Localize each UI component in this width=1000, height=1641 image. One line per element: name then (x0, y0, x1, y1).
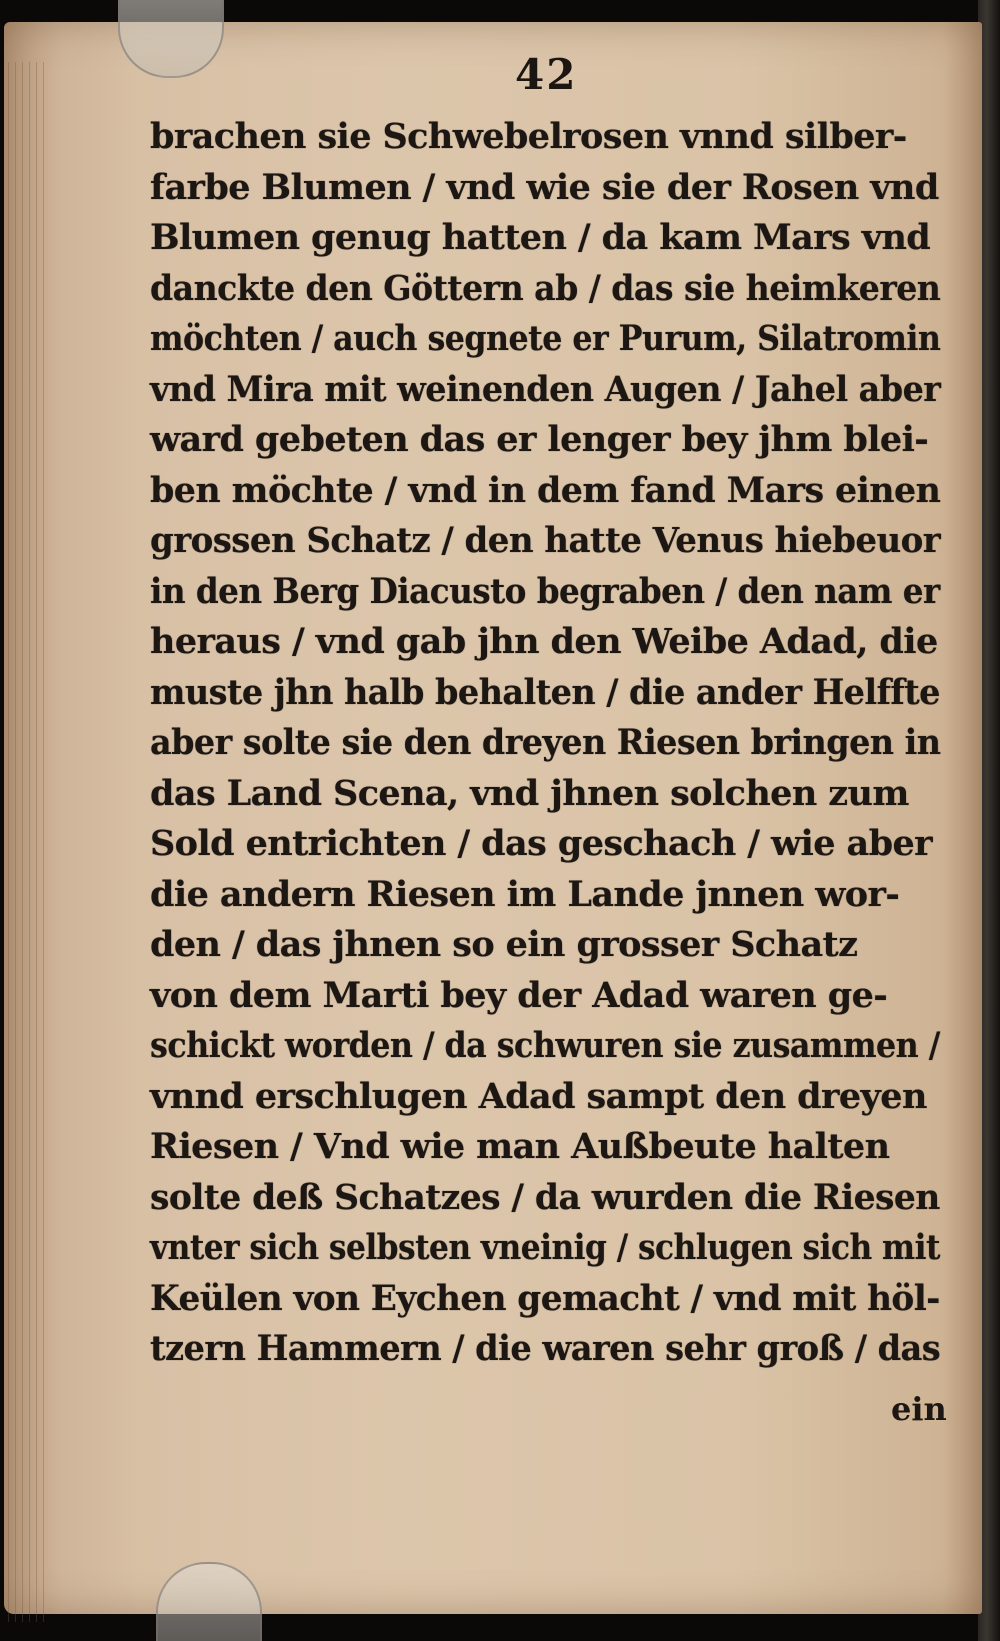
text-line: schickt worden / da schwuren sie zusammen / (150, 1025, 940, 1066)
text-line: Sold entrichten / das geschach / wie aber (150, 823, 932, 864)
text-line: tzern Hammern / die waren sehr groß / das (150, 1328, 941, 1369)
text-line: Riesen / Vnd wie man Außbeute halten (150, 1126, 890, 1167)
text-line: möchten / auch segnete er Purum, Silatromin (150, 318, 941, 359)
text-line: grossen Schatz / den hatte Venus hiebeuor (150, 520, 941, 561)
text-line: ben möchte / vnd in dem fand Mars einen (150, 469, 941, 511)
text-line: den / das jhnen so ein grosser Schatz (150, 924, 858, 965)
text-line: von dem Marti bey der Adad waren ge- (150, 974, 888, 1016)
text-line: in den Berg Diacusto begraben / den nam er (150, 570, 940, 612)
text-line: danckte den Göttern ab / das sie heimkeren (150, 267, 941, 309)
page-text (150, 112, 940, 1375)
text-line: vnter sich selbsten vneinig / schlugen sich mit (150, 1227, 940, 1268)
text-line: solte deß Schatzes / da wurden die Riesen (150, 1176, 940, 1218)
text-line: farbe Blumen / vnd wie sie der Rosen vnd (150, 166, 939, 208)
text-line: das Land Scena, vnd jhnen solchen zum (150, 772, 909, 814)
text-line: heraus / vnd gab jhn den Weibe Adad, die (150, 621, 938, 662)
text-line: Keülen von Eychen gemacht / vnd mit höl- (150, 1277, 940, 1319)
text-line: vnnd erschlugen Adad sampt den dreyen (150, 1075, 927, 1117)
text-line: vnd Mira mit weinenden Augen / Jahel aber (150, 368, 941, 410)
text-line: ward gebeten das er lenger bey jhm blei- (150, 419, 929, 460)
text-line: muste jhn halb behalten / die ander Helffte (150, 671, 940, 713)
page-number: 42 (515, 50, 578, 99)
text-line: Blumen genug hatten / da kam Mars vnd (150, 217, 931, 258)
page-edge-stack (8, 62, 46, 1622)
text-line: aber solte sie den dreyen Riesen bringen in (150, 722, 941, 763)
catchword: ein (891, 1390, 947, 1428)
text-line: die andern Riesen im Lande jnnen wor- (150, 873, 900, 915)
text-line: brachen sie Schwebelrosen vnnd silber- (150, 116, 907, 157)
